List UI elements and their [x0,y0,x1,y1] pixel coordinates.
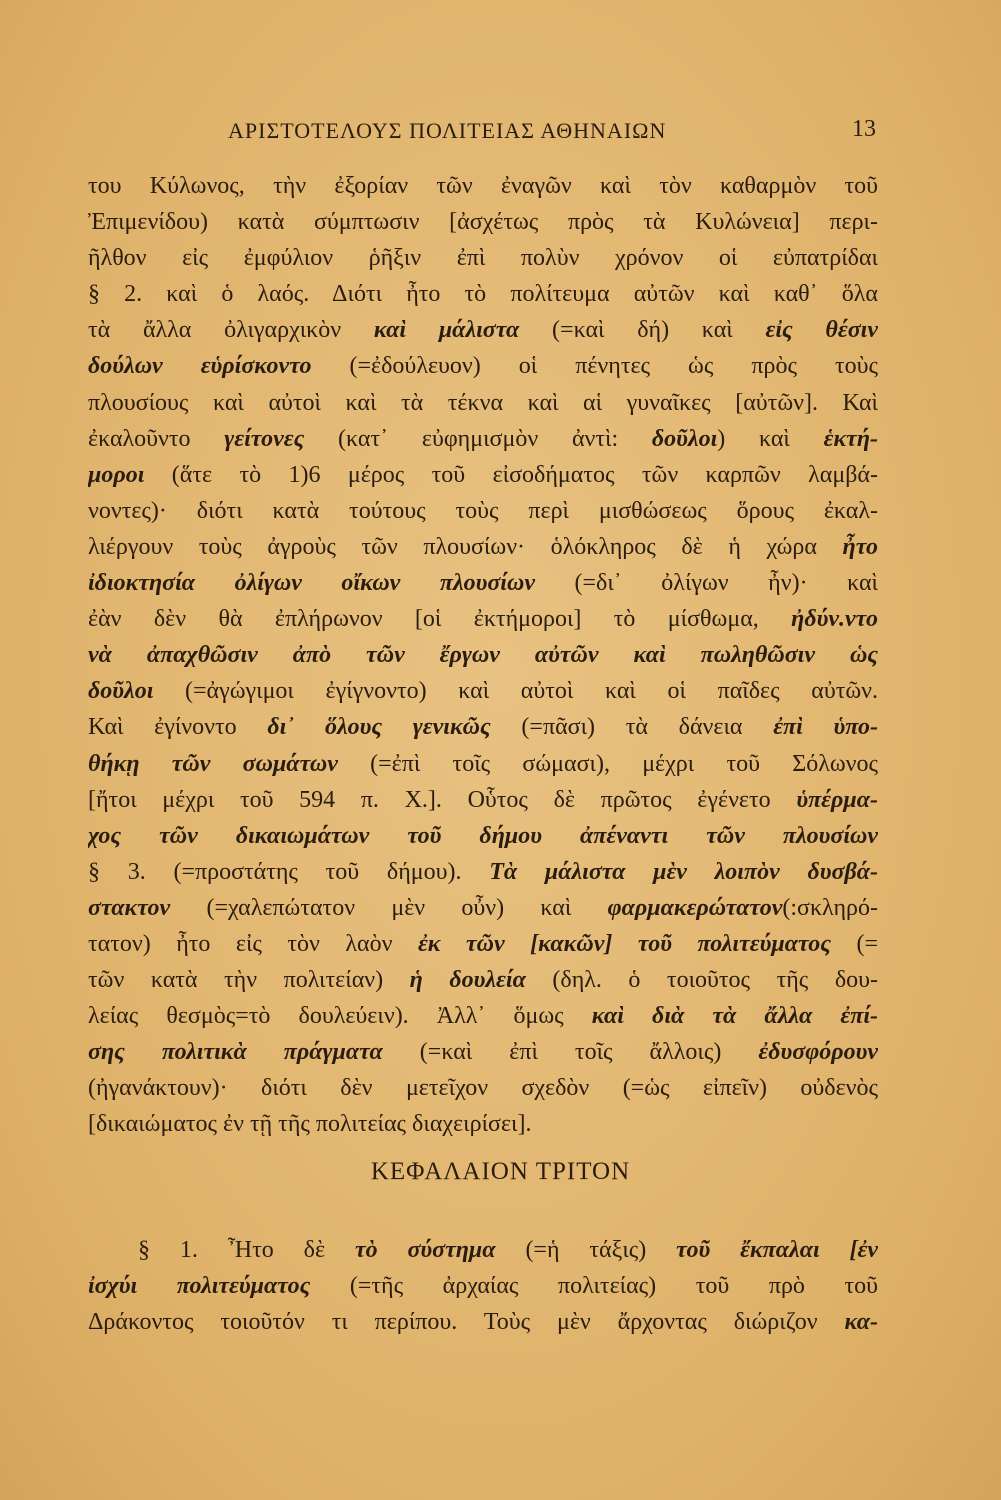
text-line: Καὶ ἐγίνοντο δι᾽ ὅλους γενικῶς (=πᾶσι) τὰ δάνεια ἐπὶ ὑπο- [88,714,878,741]
text-line: δοῦλοι (=ἀγώγιμοι ἐγίγνοντο) καὶ αὐτοὶ καὶ οἱ παῖδες αὐτῶν. [88,678,878,705]
text-line: τῶν κατὰ τὴν πολιτείαν) ἡ δουλεία (δηλ. ὁ τοιοῦτος τῆς δου- [88,967,878,994]
text-line: § 2. καὶ ὁ λαός. Διότι ἦτο τὸ πολίτευμα αὐτῶν καὶ καθ᾽ ὅλα [88,281,878,308]
text-line: ἐκαλοῦντο γείτονες (κατ᾽ εὐφημισμὸν ἀντὶ: δοῦλοι) καὶ ἑκτή- [88,425,878,452]
text-line: νοντες)· διότι κατὰ τούτους τοὺς περὶ μισθώσεως ὅρους ἐκαλ- [88,497,878,524]
page-header [0,113,1001,153]
chapter-title: ΚΕΦΑΛΑΙΟΝ ΤΡΙΤΟΝ [370,1158,631,1185]
text-line: θήκῃ τῶν σωμάτων (=ἐπὶ τοῖς σώμασι), μέχρι τοῦ Σόλωνος [88,750,878,777]
text-line: λείας θεσμὸς=τὸ δουλεύειν). Ἀλλ᾽ ὅμως καὶ διὰ τὰ ἄλλα ἐπί- [88,1003,878,1030]
text-line: § 1. Ἦτο δὲ τὸ σύστημα (=ἡ τάξις) τοῦ ἔκπαλαι [ἐν [138,1237,878,1263]
text-line: (ἠγανάκτουν)· διότι δὲν μετεῖχον σχεδὸν (=ὡς εἰπεῖν) οὐδενὸς [88,1075,878,1102]
text-line: στακτον (=χαλεπώτατον μὲν οὖν) καὶ φαρμακερώτατον(:σκληρό- [88,894,878,921]
text-line: σης πολιτικὰ πράγματα (=καὶ ἐπὶ τοῖς ἄλλοις) ἐδυσφόρουν [88,1039,878,1066]
text-line: ῆλθον εἰς ἐμφύλιον ῥῆξιν ἐπὶ πολὺν χρόνον οἱ εὐπατρίδαι [88,245,878,272]
text-line: χος τῶν δικαιωμάτων τοῦ δήμου ἀπέναντι τῶν πλουσίων [88,822,878,849]
body-paragraph [88,168,878,1143]
text-line: [δικαιώματος ἐν τῇ τῆς πολιτείας διαχειρίσει]. [88,1111,532,1138]
text-line: του Κύλωνος, τὴν ἐξορίαν τῶν ἐναγῶν καὶ τὸν καθαρμὸν τοῦ [88,173,878,199]
text-line: Ἐπιμενίδου) κατὰ σύμπτωσιν [ἀσχέτως πρὸς τὰ Κυλώνεια] περι- [88,209,878,236]
text-line: μοροι (ἅτε τὸ 1)6 μέρος τοῦ εἰσοδήματος τῶν καρπῶν λαμβά- [88,461,878,488]
text-line: § 3. (=προστάτης τοῦ δήμου). Τὰ μάλιστα μὲν λοιπὸν δυσβά- [88,858,878,885]
text-line: πλουσίους καὶ αὐτοὶ καὶ τὰ τέκνα καὶ αἱ γυναῖκες [αὐτῶν]. Καὶ [88,389,878,416]
text-line: ἰσχύι πολιτεύματος (=τῆς ἀρχαίας πολιτείας) τοῦ πρὸ τοῦ [88,1273,878,1300]
running-title: ΑΡΙΣΤΟΤΕΛΟΥΣ ΠΟΛΙΤΕΙΑΣ ΑΘΗΝΑΙΩΝ [228,118,667,143]
text-line: ἐὰν δὲν θὰ ἐπλήρωνον [οἱ ἐκτήμοροι] τὸ μίσθωμα, ἠδύν.ντο [88,606,878,633]
text-line: Δράκοντος τοιοῦτόν τι περίπου. Τοὺς μὲν ἄρχοντας διώριζον κα- [88,1309,878,1336]
text-line: ἰδιοκτησία ὀλίγων οἴκων πλουσίων (=δι᾽ ὀλίγων ἦν)· καὶ [88,570,878,597]
section-paragraph [88,1232,878,1340]
text-line: δούλων εὑρίσκοντο (=ἐδούλευον) οἱ πένητες ὡς πρὸς τοὺς [88,353,878,380]
page-number: 13 [852,116,876,142]
text-line: νὰ ἀπαχθῶσιν ἀπὸ τῶν ἔργων αὐτῶν καὶ πωληθῶσιν ὡς [88,642,878,669]
text-line: [ἤτοι μέχρι τοῦ 594 π. Χ.]. Οὗτος δὲ πρῶτος ἐγένετο ὑπέρμα- [88,786,878,813]
text-line: τὰ ἄλλα ὀλιγαρχικὸν καὶ μάλιστα (=καὶ δή) καὶ εἰς θέσιν [88,317,878,344]
text-line: τατον) ἦτο εἰς τὸν λαὸν ἐκ τῶν [κακῶν] τοῦ πολιτεύματος (= [88,930,878,957]
text-line: λιέργουν τοὺς ἀγροὺς τῶν πλουσίων· ὁλόκληρος δὲ ἡ χώρα ἦτο [88,533,878,560]
